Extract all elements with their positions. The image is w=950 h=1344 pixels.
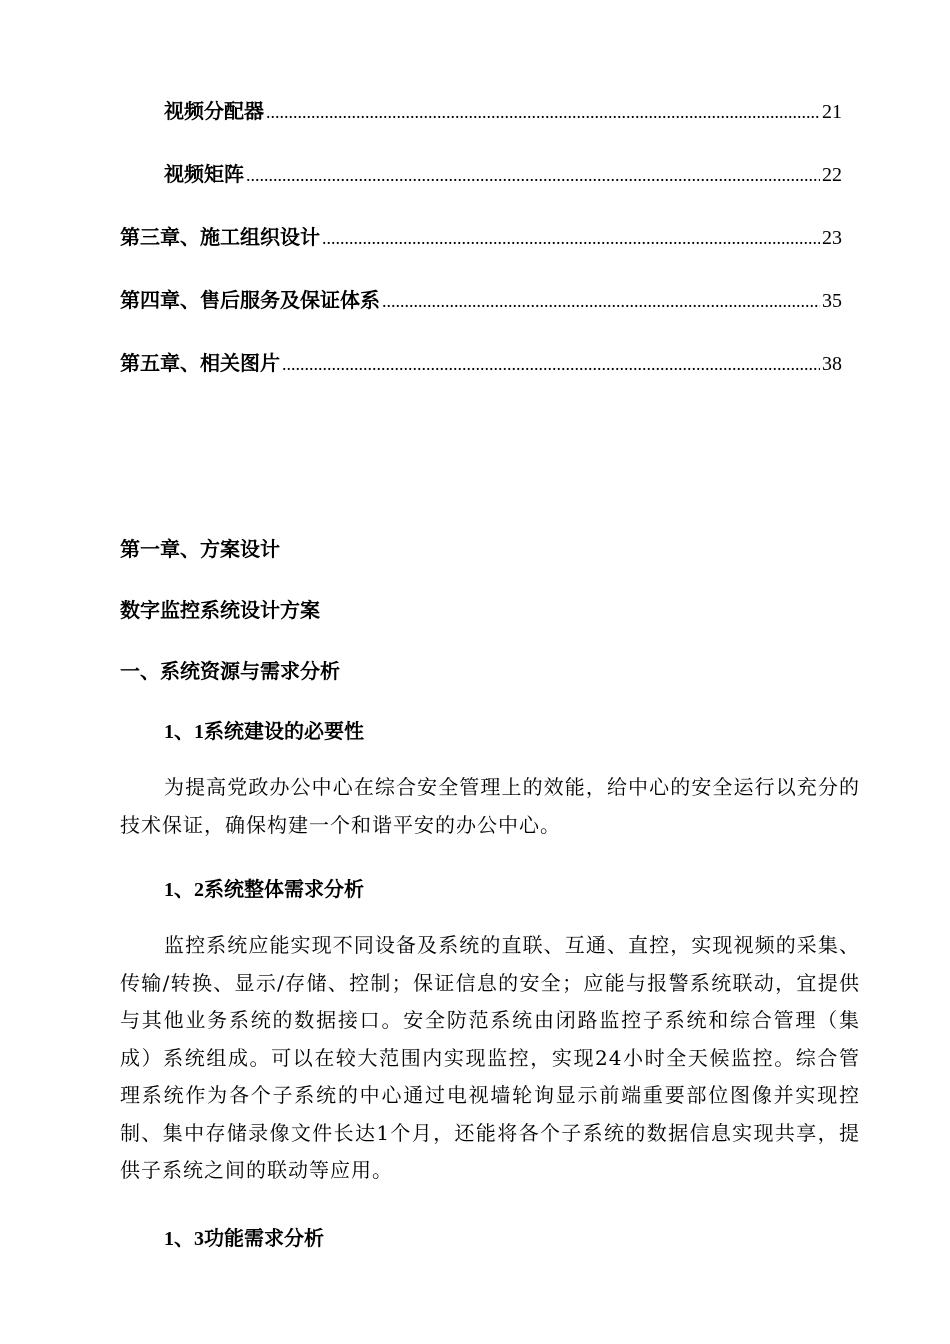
subsection-number: 1、2 <box>164 879 204 901</box>
subsection-number: 1、1 <box>164 721 204 743</box>
toc-entry-video-distributor[interactable] <box>164 95 842 125</box>
toc-entry-title: 视频分配器 <box>164 99 264 123</box>
toc-entry-chapter-3[interactable] <box>120 221 842 251</box>
subsection-number: 1、3 <box>164 1228 204 1250</box>
toc-leader-dots <box>266 102 820 123</box>
section-heading: 一、系统资源与需求分析 <box>120 659 340 683</box>
chapter-title: 第一章、方案设计 <box>120 537 280 561</box>
toc-entry-title: 第五章、相关图片 <box>120 351 280 375</box>
toc-leader-dots <box>246 165 820 186</box>
toc-leader-dots <box>282 354 820 375</box>
paragraph-necessity: 为提高党政办公中心在综合安全管理上的效能，给中心的安全运行以充分的技术保证，确保构建一个和谐平安的办公中心。 <box>120 775 860 837</box>
toc-entry-page: 35 <box>822 290 842 312</box>
subsection-title: 系统整体需求分析 <box>204 877 364 901</box>
toc-entry-page: 38 <box>822 353 842 375</box>
toc-entry-video-matrix[interactable] <box>164 158 842 188</box>
document-title: 数字监控系统设计方案 <box>120 598 320 622</box>
subsection-title: 功能需求分析 <box>204 1226 324 1250</box>
toc-entry-title: 第四章、售后服务及保证体系 <box>120 288 380 312</box>
toc-entry-chapter-5[interactable] <box>120 347 842 377</box>
toc-leader-dots <box>382 291 820 312</box>
toc-entry-title: 视频矩阵 <box>164 162 244 186</box>
toc-entry-page: 22 <box>822 164 842 186</box>
toc-entry-page: 23 <box>822 227 842 249</box>
toc-entry-chapter-4[interactable] <box>120 284 842 314</box>
toc-entry-title: 第三章、施工组织设计 <box>120 225 320 249</box>
subsection-heading-1-3 <box>164 1222 324 1251</box>
toc-entry-page: 21 <box>822 101 842 123</box>
subsection-title: 系统建设的必要性 <box>204 719 364 743</box>
paragraph-overall-requirements: 监控系统应能实现不同设备及系统的直联、互通、直控，实现视频的采集、传输/转换、显示/存储、控制；保证信息的安全；应能与报警系统联动，宜提供与其他业务系统的数据接口。安全防范系统由闭路监控子系统和综合管理（集成）系统组成。可以在较大范围内实现监控，实现24小时全天候监控。综合管理系统作为各个子系统的中心通过电视墙轮询显示前端重要部位图像并实现控制、集中存储录像文件长达1个月，还能将各个子系统的数据信息实现共享，提供子系统之间的联动等应用。 <box>120 933 860 1182</box>
subsection-heading-1-1 <box>164 715 364 744</box>
subsection-heading-1-2 <box>164 873 364 902</box>
toc-leader-dots <box>322 228 820 249</box>
